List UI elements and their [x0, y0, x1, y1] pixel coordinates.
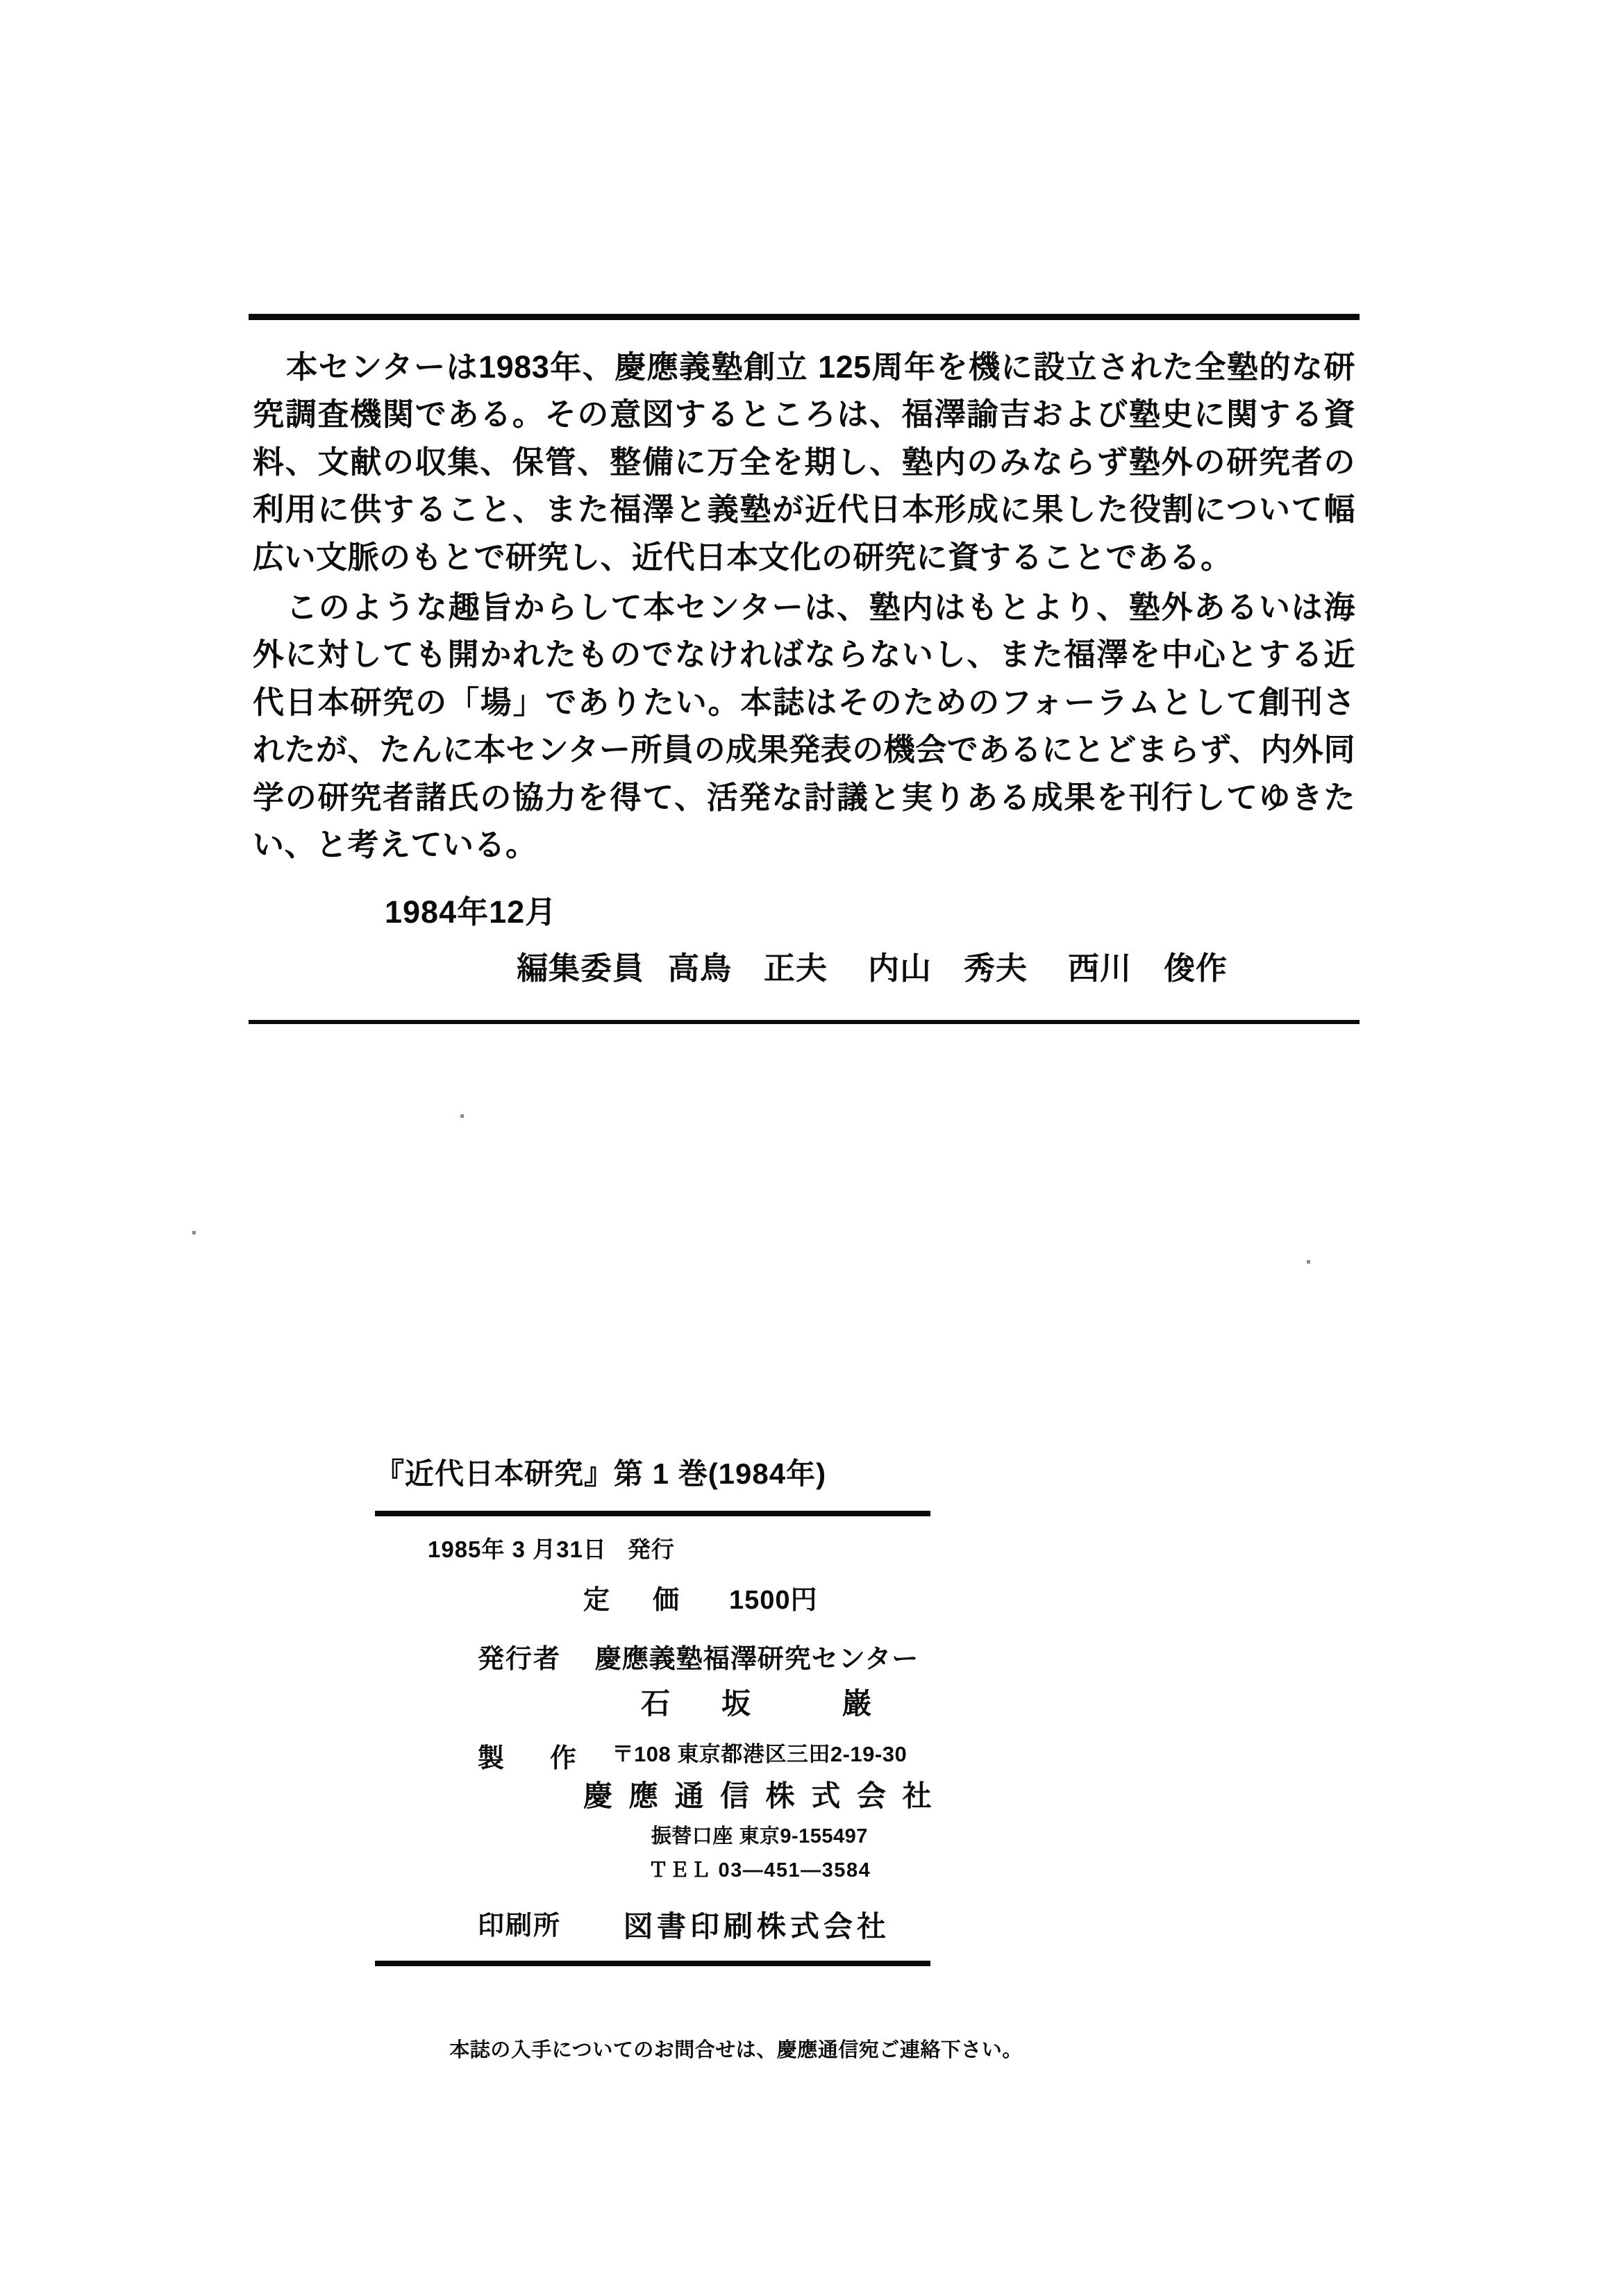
statement-paragraph-2: このような趣旨からして本センターは、塾内はもとより、塾外あるいは海外に対しても開かれたものでなければならないし、また福澤を中心とする近代日本研究の「場」でありたい。本誌はそのためのフォーラムとして創刊されたが、たんに本センター所員の成果発表の機会であるにとどまらず、内外同学の研究者諸氏の協力を得て、活発な討議と実りある成果を刊行してゆきたい、と考えている。 — [253, 589, 1355, 862]
scan-speck — [460, 1114, 464, 1118]
printer-label: 印刷所 — [478, 1911, 562, 1941]
colophon-title: 『近代日本研究』第 1 巻(1984年) — [375, 1457, 827, 1490]
scan-speck — [1307, 1260, 1310, 1264]
statement-bottom-rule — [249, 1020, 1360, 1024]
publisher-person: 石 坂 巌 — [640, 1687, 883, 1720]
statement-body — [249, 320, 1360, 1003]
production-value — [583, 1736, 936, 1888]
scan-speck — [192, 1231, 196, 1234]
editors-line — [253, 943, 1355, 988]
production-tel: ＴＥＬ 03—451—3584 — [648, 1859, 871, 1882]
printer-value — [583, 1904, 930, 1951]
price-label: 定 価 — [583, 1586, 688, 1615]
statement-block — [249, 314, 1360, 1024]
editor-name-3: 西川 俊作 — [1068, 950, 1228, 987]
statement-paragraph-1: 本センターは1983年、慶應義塾創立 125周年を機に設立された全塾的な研究調査機関である。その意図するところは、福澤諭吉および塾史に関する資料、文献の収集、保管、整備に万全を期し、塾内のみならず塾外の研究者の利用に供すること、また福澤と義塾が近代日本形成に果した役割について幅広い文脈のもとで研究し、近代日本文化の研究に資することである。 — [253, 349, 1355, 575]
colophon-bottom-rule — [375, 1961, 930, 1966]
production-address: 〒108 東京都港区三田2-19-30 — [612, 1742, 908, 1766]
publication-date-suffix: 発行 — [627, 1536, 675, 1562]
production-company: 慶 應 通 信 株 式 会 社 — [583, 1779, 936, 1812]
printer-name: 図書印刷株式会社 — [623, 1910, 890, 1943]
price-value: 1500円 — [729, 1586, 818, 1615]
publisher-label: 発行者 — [478, 1645, 562, 1674]
colophon-top-rule — [375, 1511, 930, 1516]
production-row — [375, 1736, 936, 1888]
editor-name-2: 内山 秀夫 — [868, 950, 1028, 987]
publisher-value — [583, 1637, 930, 1728]
production-label: 製 作 — [478, 1744, 587, 1773]
footer-note: 本誌の入手についてのお問合せは、慶應通信宛ご連絡下さい。 — [449, 2039, 1023, 2061]
publisher-row — [375, 1637, 930, 1728]
printer-row — [375, 1904, 930, 1951]
colophon-body — [375, 1516, 936, 1951]
publisher-name: 慶應義塾福澤研究センター — [594, 1645, 919, 1674]
publication-date: 1985年 3 月31日 — [428, 1536, 607, 1562]
editor-name-1: 高鳥 正夫 — [668, 950, 828, 987]
production-account: 振替口座 東京9-155497 — [651, 1825, 868, 1847]
statement-top-rule — [249, 314, 1360, 320]
editors-label: 編集委員 — [517, 950, 645, 987]
colophon-block — [375, 1451, 936, 1966]
price-row — [375, 1578, 930, 1616]
publication-date-row — [375, 1532, 930, 1564]
statement-date: 1984年12月 — [385, 894, 558, 930]
